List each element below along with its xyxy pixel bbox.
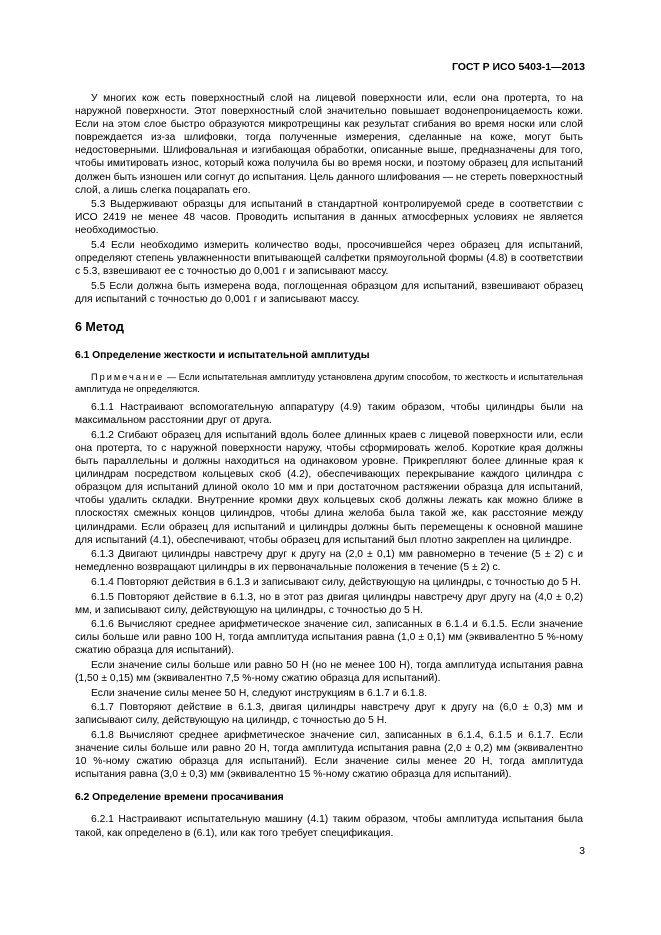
paragraph: 6.1.6 Вычисляют среднее арифметическое значение сил, записанных в 6.1.4 и 6.1.5. Если значение силы больше или равно 100 Н, тогда амплитуда испытания равна (1,0 ± 0,1) мм (эквивалентно 5 %-ному сжатию образца для испытаний). [75,619,583,657]
paragraph: 5.5 Если должна быть измерена вода, поглощенная образцом для испытаний, взвешивают образец для испытаний с точностью до 0,001 г и записывают массу. [75,280,583,305]
paragraph: 5.4 Если необходимо измерить количество воды, просочившейся через образец для испытаний, определяют степень увлажненности впитывающей салфетки прямоугольной формы (4.8) в соответствии с 5.3, взвешивают ее с точностью до 0,001 г и записывают массу. [75,240,583,278]
page-number: 3 [579,846,585,857]
document-body [75,92,583,840]
note-label: Примечание [91,372,165,383]
paragraph: 6.1.1 Настраивают вспомогательную аппаратуру (4.9) таким образом, чтобы цилиндры были на максимальном расстоянии друг от друга. [75,402,583,427]
note-text: — Если испытательная амплитуду установлена другим способом, то жесткость и испытательная амплитуда не определяются. [75,372,583,395]
paragraph: Если значение силы больше или равно 50 Н (но не менее 100 Н), тогда амплитуда испытания равна (1,50 ± 0,15) мм (эквивалентно 7,5 %-ному сжатию образца для испытаний). [75,659,583,685]
paragraph: 6.1.8 Вычисляют среднее арифметическое значение сил, записанных в 6.1.4, 6.1.5 и 6.1.7. Если значение силы больше или равно 20 Н, тогда амплитуда испытания равна (2,0 ± 0,2) мм (эквивалентно 10 %-ному сжатию образца для испытаний). Если значение силы менее 20 Н, тогда амплитуда испытания равна (3,0 ± 0,3) мм (эквивалентно 15 %-ному сжатию образца для испытаний). [75,729,583,781]
paragraph: 6.1.3 Двигают цилиндры навстречу друг к другу на (2,0 ± 0,1) мм равномерно в течение (5 ± 2) с и немедленно возвращают цилиндры в их первоначальные положения в течение (5 ± 2) с. [75,549,583,574]
paragraph: 5.3 Выдерживают образцы для испытаний в стандартной контролируемой среде в соответствии с ИСО 2419 не менее 48 часов. Проводить испытания в данных атмосферных условиях не является необходимостью. [75,199,583,237]
section-heading: 6 Метод [75,320,124,334]
paragraph: 6.1.2 Сгибают образец для испытаний вдоль более длинных краев с лицевой поверхности или, если она протерта, то с наружной поверхности наружу, чтобы сформировать желоб. Короткие края должны быть параллельны и должны находиться на одинаковом уровне. Прикрепляют более длинные края к цилиндрам посредством кольцевых скоб (4.2), обеспечивающих перекрывание каждого цилиндра с образцом для испытаний длиной около 10 мм и при достаточном растяжении образца для испытаний, чтобы удалить складки. Внутренние кромки двух кольцевых скоб должны лежать как можно ближе в плоскостях смежных концов цилиндров, чтобы длина желоба была такой же, как расстояние между цилиндрами. Если образец для испытаний и цилиндры должны быть перемещены к основной машине для испытаний (4.1), обеспечивают, чтобы образец для испытаний был плотно закреплен на цилиндре. [75,429,583,546]
paragraph: 6.2.1 Настраивают испытательную машину (4.1) таким образом, чтобы амплитуда испытания была такой, как определено в (6.1), или как того требует спецификация. [75,814,583,839]
note [75,371,583,395]
subsection-heading: 6.2 Определение времени просачивания [75,792,284,804]
subsection-heading: 6.1 Определение жесткости и испытательной амплитуды [75,350,370,362]
paragraph: Если значение силы менее 50 Н, следуют инструкциям в 6.1.7 и 6.1.8. [91,687,428,699]
paragraph: 6.1.4 Повторяют действия в 6.1.3 и записывают силу, действующую на цилиндры, с точностью до 5 Н. [91,576,581,588]
paragraph: 6.1.5 Повторяют действие в 6.1.3, но в этот раз двигая цилиндры навстречу друг другу на (4,0 ± 0,2) мм, и записывают силу, действующую на цилиндры, с точностью до 5 Н. [75,591,583,616]
paragraph: 6.1.7 Повторяют действие в 6.1.3, двигая цилиндры навстречу друг к другу на (6,0 ± 0,3) мм и записывают силу, действующую на цилиндр, с точностью до 5 Н. [75,702,583,727]
document-header: ГОСТ Р ИСО 5403-1—2013 [451,61,585,73]
paragraph: У многих кож есть поверхностный слой на лицевой поверхности или, если она протерта, то на наружной поверхности. Этот поверхностный слой значительно повышает водонепроницаемость кожи. Если на этом слое быстро образуются микротрещины как результат сгибания во время носки или слой повреждается из-за шлифовки, тогда полученные измерения, сделанные на коже, могут быть недостоверными. Шлифовальная и изгибающая обработки, описанные выше, предназначены для того, чтобы имитировать износ, который кожа получила бы во время носки, и поэтому образец для испытаний должен быть изношен или согнут до испытания. Цель данного шлифования — не стереть поверхностный слой, а лишь слегка поцарапать его. [75,93,583,196]
